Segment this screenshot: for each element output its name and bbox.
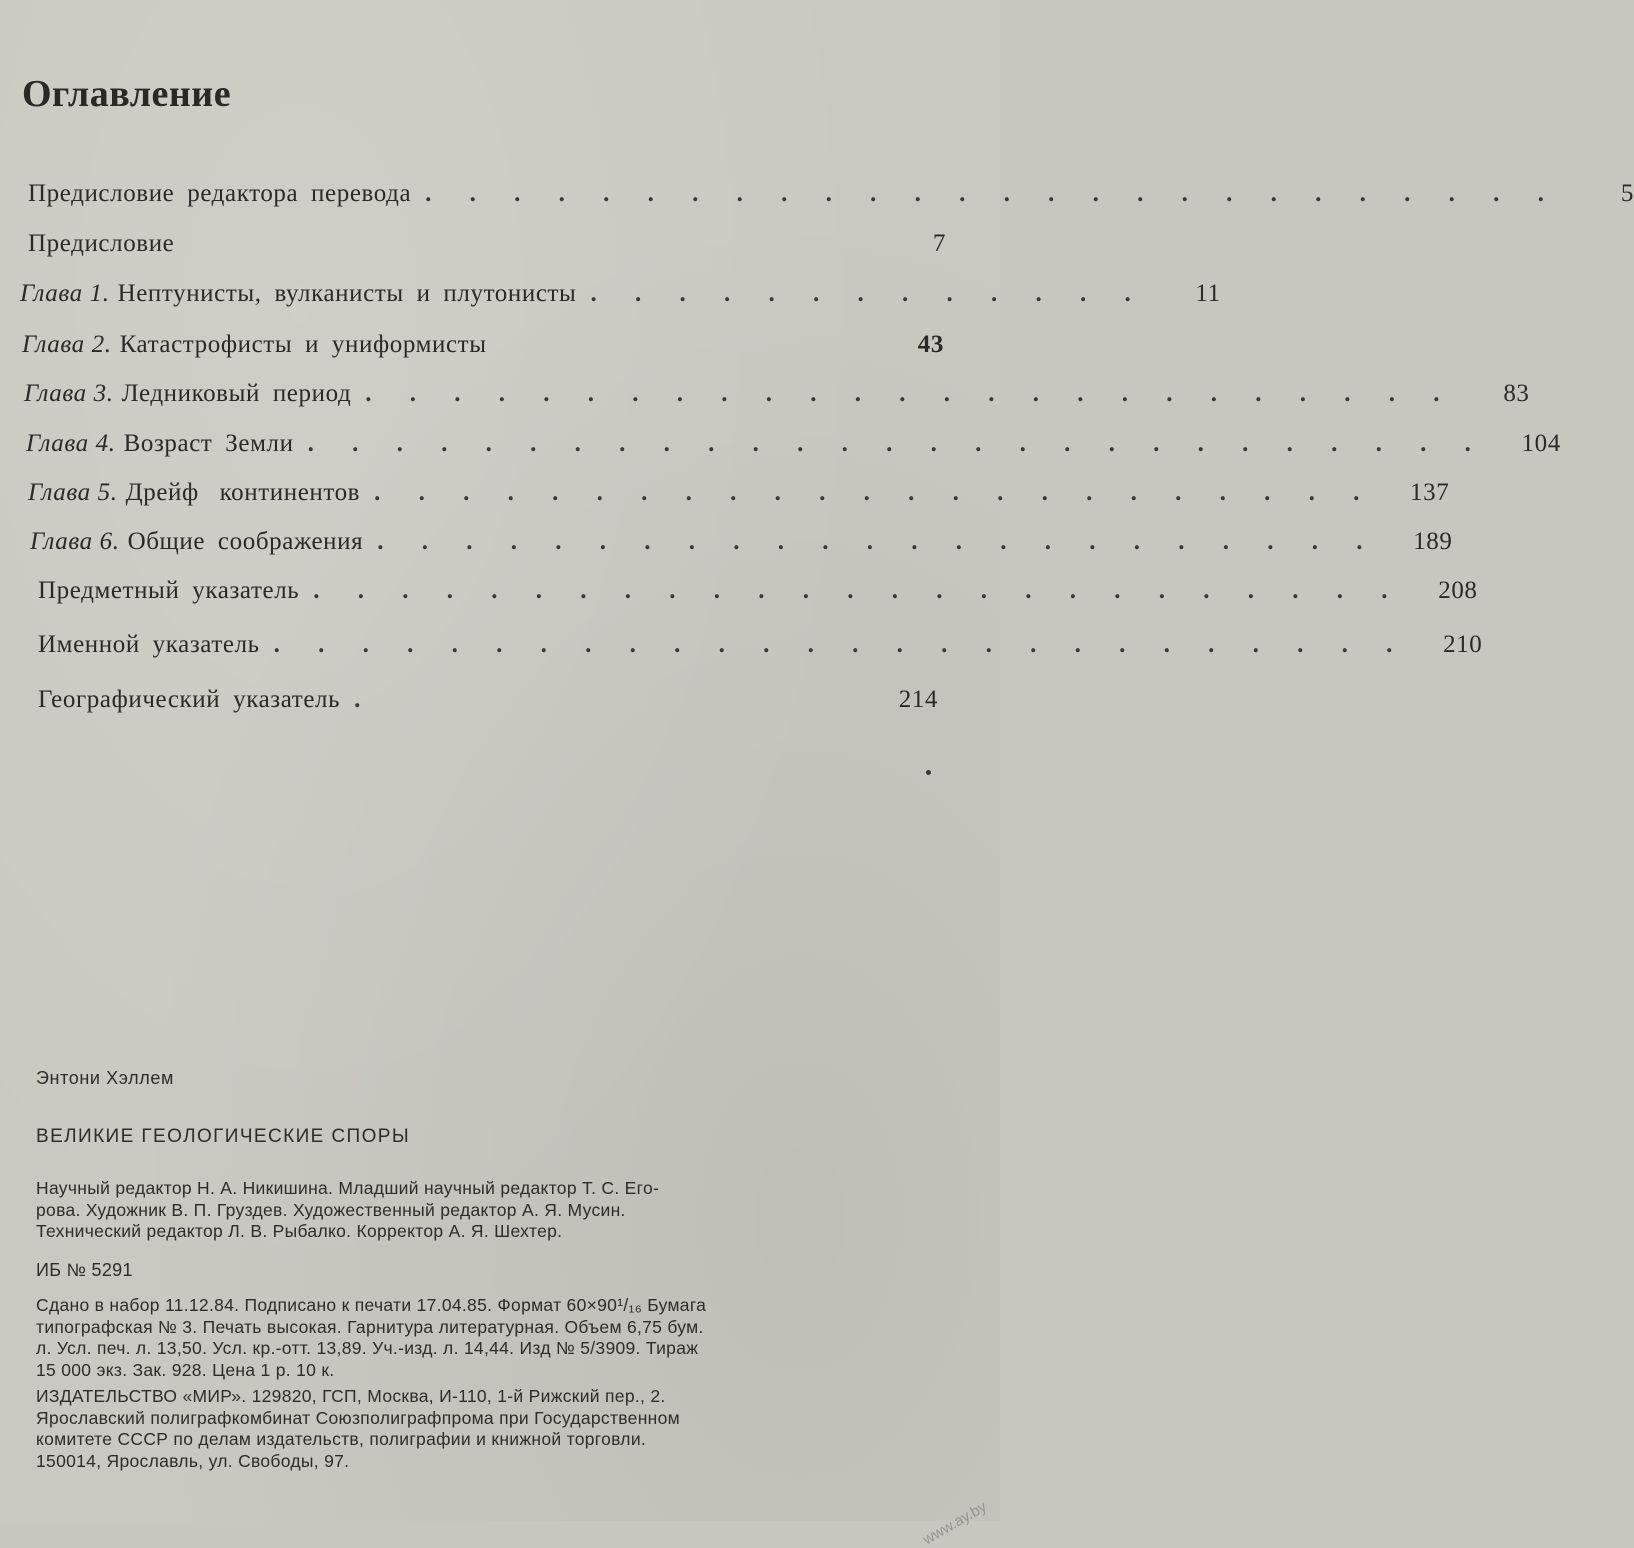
toc-page-number: 7 [932,230,946,257]
site-watermark: www.ay.by [920,1498,990,1548]
print-info-line: 15 000 экз. Зак. 928. Цена 1 р. 10 к. [36,1359,335,1380]
toc-entry [24,380,1530,408]
editorial-staff [36,1178,936,1243]
toc-entry-title: Географический указатель [38,686,341,713]
toc-dot-leader: . . . . . . . . . . . . . . . . . . . . . . . . . [313,577,1404,604]
toc-entry [30,686,938,714]
toc-entry-title: Ледниковый период [121,380,352,407]
toc-entry [22,331,944,359]
toc-entry-title: Именной указатель [38,631,260,658]
toc-entry-title: Катастрофисты и униформисты [119,331,487,358]
toc-entry-title: Возраст Земли [123,430,294,457]
toc-entry-title: Дрейф континентов [125,479,361,506]
toc-chapter-label: Глава 1. [20,280,110,307]
publisher-line: 150014, Ярославль, ул. Свободы, 97. [36,1450,350,1471]
toc-dot-leader: . . . . . . . . . . . . . . . . . . . . . . . [374,479,1376,506]
ink-speck [926,770,931,775]
toc-entry [20,280,1221,308]
toc-page-number: 5 [1620,180,1634,207]
publisher-line: ИЗДАТЕЛЬСТВО «МИР». 129820, ГСП, Москва, И-110, 1-й Рижский пер., 2. [36,1386,666,1406]
publisher-info [36,1386,936,1472]
book-author: Энтони Хэллем [36,1068,174,1088]
toc-page-number: 104 [1521,430,1561,457]
toc-chapter-label: Глава 4. [26,430,116,457]
toc-page-number: 210 [1443,631,1483,658]
toc-dot-leader: . . . . . . . . . . . . . . . . . . . . . . . . . . [425,180,1560,207]
toc-page-number: 43 [917,331,944,358]
print-info-line: л. Усл. печ. л. 13,50. Усл. кр.-отт. 13,89. Уч.-изд. л. 14,44. Изд № 5/3909. Тираж [36,1338,699,1358]
book-title: ВЕЛИКИЕ ГЕОЛОГИЧЕСКИЕ СПОРЫ [36,1126,411,1147]
staff-line: Научный редактор Н. А. Никишина. Младший научный редактор Т. С. Его- [36,1178,660,1198]
publisher-line: комитете СССР по делам издательств, полиграфии и книжной торговли. [36,1429,647,1449]
toc-dot-leader: . . . . . . . . . . . . . . . . . . . . . . . . . [365,380,1456,407]
staff-line: Технический редактор Л. В. Рыбалко. Корректор А. Я. Шехтер. [36,1221,563,1241]
toc-entry-title: Общие соображения [127,528,364,555]
toc-entry [20,180,1634,208]
toc-page-number: 189 [1413,528,1453,555]
toc-chapter-label: Глава 6. [30,528,120,555]
toc-entry [30,528,1453,556]
print-info-line: типографская № 3. Печать высокая. Гарнитура литературная. Объем 6,75 бум. [36,1316,704,1337]
toc-entry-title: Предисловие [28,230,175,257]
toc-chapter-label: Глава 2. [22,331,112,358]
toc-dot-leader: . . . . . . . . . . . . . . . . . . . . . . . . . . [273,631,1409,658]
toc-dot-leader: . . . . . . . . . . . . . [590,280,1147,307]
toc-entry [28,479,1450,507]
toc-entry-title: Предметный указатель [38,577,300,604]
toc-dot-leader: . . . . . . . . . . . . . . . . . . . . . . . . . . . [307,430,1487,457]
toc-page-number: 214 [898,686,938,713]
toc-dot-leader: . . . . . . . . . . . . . . . . . . . . . . . [377,528,1379,555]
toc-page-number: 83 [1503,380,1530,407]
publisher-line: Ярославский полиграфкомбинат Союзполиграфпрома при Государственном [36,1407,680,1428]
ib-number: ИБ № 5291 [36,1260,133,1280]
toc-entry [30,631,1483,659]
toc-entry-title: Нептунисты, вулканисты и плутонисты [117,280,577,307]
toc-dot-leader: . [354,686,377,713]
toc-entry [26,430,1561,458]
toc-page-number: 208 [1438,577,1478,604]
toc-page-number: 137 [1410,479,1450,506]
toc-chapter-label: Глава 5. [28,479,118,506]
toc-chapter-label: Глава 3. [24,380,114,407]
toc-entry [20,230,946,258]
toc-heading: Оглавление [22,73,232,115]
print-info [36,1295,936,1381]
toc-entry [30,577,1478,605]
staff-line: рова. Художник В. П. Груздев. Художественный редактор А. Я. Мусин. [36,1199,626,1220]
toc-entry-title: Предисловие редактора перевода [28,180,412,207]
print-info-line: Сдано в набор 11.12.84. Подписано к печати 17.04.85. Формат 60×90¹/₁₆ Бумага [36,1295,707,1315]
toc-page-number: 11 [1195,280,1221,307]
